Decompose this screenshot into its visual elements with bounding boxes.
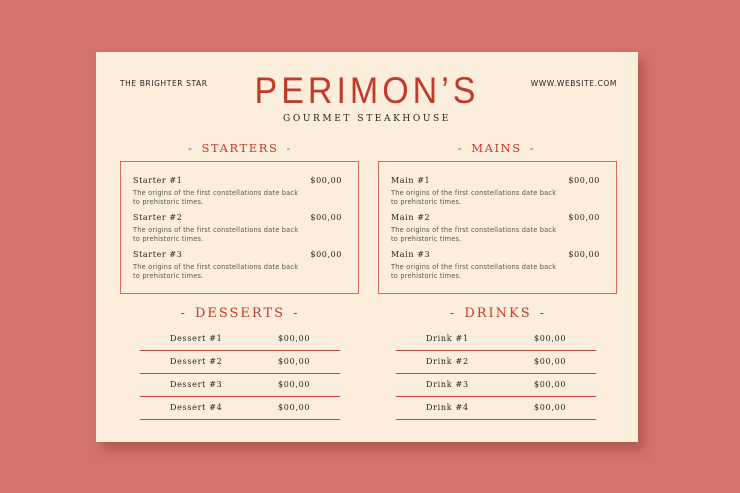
mains-heading: - MAINS - [457, 141, 536, 155]
item-price: $00,00 [278, 357, 311, 366]
drinks-title: DRINKS [464, 306, 532, 321]
item-name: Main #1 [391, 176, 431, 185]
item-name: Dessert #3 [170, 380, 223, 389]
item-price: $00,00 [534, 334, 567, 343]
starters-box [120, 161, 359, 294]
drink-row [396, 328, 596, 351]
item-price: $00,00 [534, 380, 567, 389]
item-name: Drink #2 [426, 357, 469, 366]
item-name: Main #2 [391, 213, 431, 222]
item-name: Starter #2 [133, 213, 183, 222]
tagline-left: THE BRIGHTER STAR [120, 79, 208, 88]
starters-title: STARTERS [201, 141, 279, 155]
item-name: Dessert #1 [170, 334, 223, 343]
item-name: Main #3 [391, 250, 431, 259]
item-price: $00,00 [534, 403, 567, 412]
dessert-row [140, 328, 340, 351]
drink-row [396, 374, 596, 397]
item-price: $00,00 [278, 403, 311, 412]
desserts-heading: - DESSERTS - [180, 306, 300, 321]
item-description: The origins of the first constellations date back to prehistoric times. [391, 189, 557, 206]
item-price: $00,00 [568, 250, 600, 259]
item-description: The origins of the first constellations date back to prehistoric times. [133, 189, 299, 206]
starters-heading: - STARTERS - [187, 141, 293, 155]
item-price: $00,00 [568, 176, 600, 185]
item-description: The origins of the first constellations date back to prehistoric times. [133, 226, 299, 243]
website-link[interactable]: WWW.WEBSITE.COM [530, 79, 617, 88]
item-name: Drink #4 [426, 403, 469, 412]
item-name: Starter #3 [133, 250, 183, 259]
item-price: $00,00 [534, 357, 567, 366]
item-price: $00,00 [310, 250, 342, 259]
item-price: $00,00 [568, 213, 600, 222]
drinks-heading: - DRINKS - [449, 306, 547, 321]
dessert-row [140, 351, 340, 374]
desserts-title: DESSERTS [194, 306, 286, 321]
restaurant-name: PERIMON’S [254, 70, 480, 112]
item-name: Starter #1 [133, 176, 183, 185]
item-name: Drink #3 [426, 380, 469, 389]
item-price: $00,00 [310, 213, 342, 222]
drink-row [396, 397, 596, 420]
item-name: Dessert #2 [170, 357, 223, 366]
mains-title: MAINS [471, 141, 522, 155]
item-description: The origins of the first constellations date back to prehistoric times. [391, 226, 557, 243]
mains-box [378, 161, 617, 294]
item-name: Dessert #4 [170, 403, 223, 412]
item-description: The origins of the first constellations date back to prehistoric times. [133, 263, 299, 280]
drink-row [396, 351, 596, 374]
dessert-row [140, 374, 340, 397]
restaurant-tagline: GOURMET STEAKHOUSE [283, 114, 451, 124]
item-price: $00,00 [278, 334, 311, 343]
dessert-row [140, 397, 340, 420]
item-price: $00,00 [310, 176, 342, 185]
item-description: The origins of the first constellations date back to prehistoric times. [391, 263, 557, 280]
menu-card [96, 52, 638, 442]
item-price: $00,00 [278, 380, 311, 389]
item-name: Drink #1 [426, 334, 469, 343]
